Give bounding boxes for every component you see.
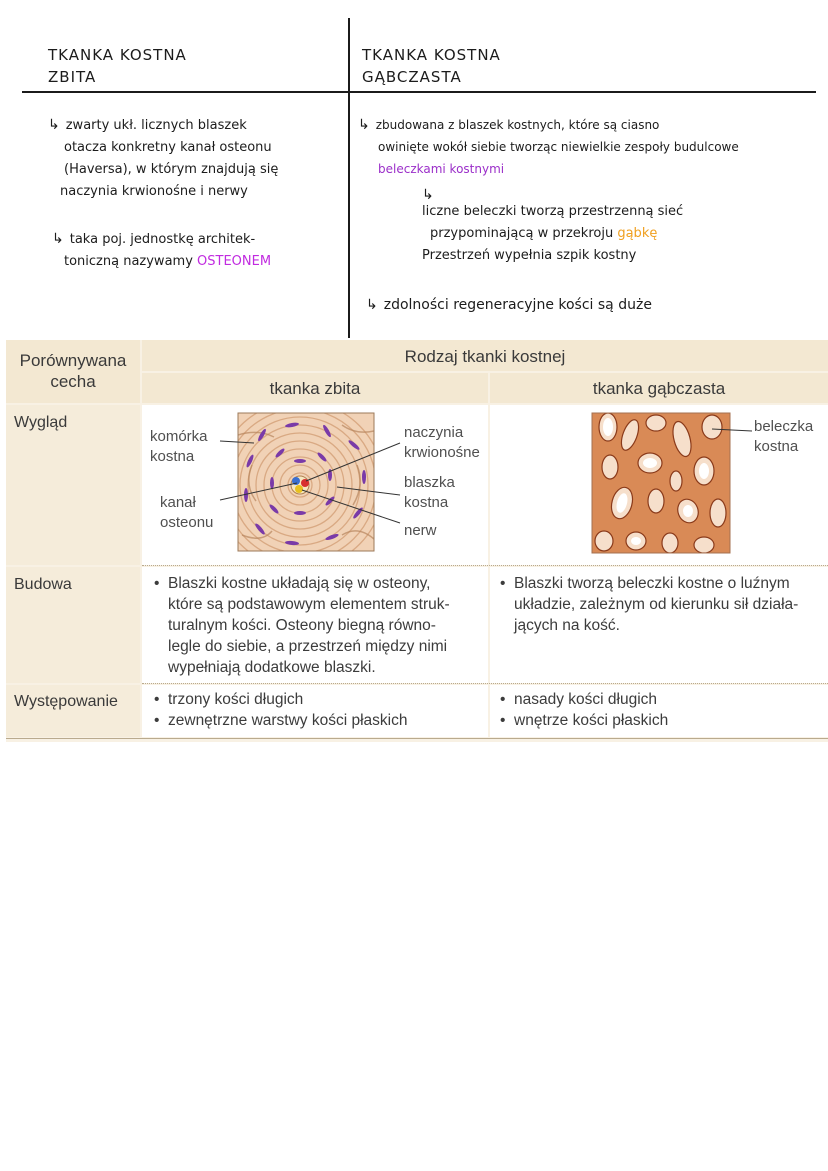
label-blaszka-kostna: blaszka kostna: [404, 474, 455, 511]
budowa-zbita-text: • Blaszki kostne układają się w osteony, które są podstawowym elementem struk- turalnym kości. Osteony biegną równo- legle do siebie, a przestrzeń między nimi wypełniają dodatkowe blaszki.: [154, 573, 480, 678]
col-header-gabczasta: tkanka gąbczasta: [490, 373, 828, 403]
col-header-zbita: tkanka zbita: [142, 373, 488, 403]
label-naczynia-krwionosne: naczynia krwionośne: [404, 424, 480, 461]
beleczki-highlight: beleczkami kostnymi: [378, 162, 505, 176]
arrow-icon: ↳: [52, 231, 64, 247]
arrow-icon: ↳: [358, 117, 370, 133]
list-item: • zewnętrzne warstwy kości płaskich: [154, 710, 480, 731]
comparison-table: [6, 340, 828, 742]
gabka-highlight: gąbkę: [617, 226, 658, 241]
row-label-budowa: Budowa: [6, 567, 140, 683]
notes-header-zbita: TKANKA KOSTNA ZBITA: [48, 46, 187, 86]
notes-horizontal-divider: [22, 91, 816, 93]
list-item: • trzony kości długich: [154, 689, 480, 710]
group-header-cell: Rodzaj tkanki kostnej: [142, 340, 828, 371]
note-gabczasta-regeneration: ↳ zdolności regeneracyjne kości są duże: [366, 297, 652, 313]
arrow-icon: ↳: [366, 297, 378, 313]
wyglad-zbita-cell: [142, 405, 488, 565]
osteon-highlight: OSTEONEM: [197, 254, 272, 269]
row-divider: [142, 683, 828, 685]
row-label-wyglad: Wygląd: [6, 405, 140, 565]
wystepowanie-zbita-cell: [142, 685, 488, 737]
note-gabczasta-structure: ↳ zbudowana z blaszek kostnych, które są ciasno owinięte wokół siebie tworząc niewielkie zespoły budulcowe beleczkami kostnymi: [358, 114, 739, 180]
wystepowanie-gabczasta-cell: [490, 685, 828, 737]
budowa-zbita-cell: [142, 567, 488, 683]
label-nerw: nerw: [404, 522, 437, 539]
row-label-wystepowanie: Występowanie: [6, 685, 140, 737]
row-divider: [142, 565, 828, 567]
list-item: • nasady kości długich: [500, 689, 822, 710]
label-beleczka-kostna: beleczka kostna: [754, 418, 814, 455]
table-bottom-border: [6, 738, 828, 739]
notes-vertical-divider: [348, 18, 350, 338]
label-kanal-osteonu: kanał osteonu: [160, 494, 214, 531]
arrow-icon: ↳: [48, 117, 60, 133]
note-gabczasta-network: ↳ liczne beleczki tworzą przestrzenną sieć przypominającą w przekroju gąbkę Przestrzeń wypełnia szpik kostny: [422, 187, 684, 263]
notes-header-gabczasta: TKANKA KOSTNA GĄBCZASTA: [362, 46, 501, 86]
wyglad-gabczasta-cell: [490, 405, 828, 565]
budowa-gabczasta-cell: [490, 567, 828, 683]
budowa-gabczasta-text: • Blaszki tworzą beleczki kostne o luźnym układzie, zależnym od kierunku sił działa- jących na kość.: [500, 573, 822, 636]
handwritten-notes: [0, 0, 828, 340]
note-zbita-osteon: ↳ taka poj. jednostkę architek- toniczną nazywamy OSTEONEM: [52, 231, 272, 269]
corner-header-cell: Porównywana cecha: [6, 340, 140, 403]
label-komorka-kostna: komórka kostna: [150, 428, 208, 465]
note-zbita-structure: ↳ zwarty ukł. licznych blaszek otacza konkretny kanał osteonu (Haversa), w którym znajdują się naczynia krwionośne i nerwy: [48, 117, 279, 199]
arrow-icon: ↳: [422, 187, 434, 203]
list-item: • wnętrze kości płaskich: [500, 710, 822, 731]
